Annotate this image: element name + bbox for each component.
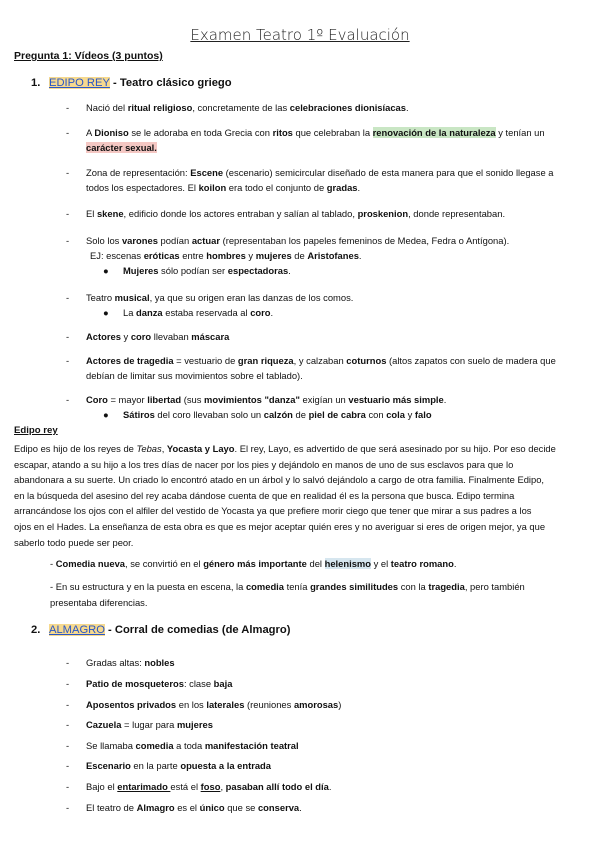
text: , ya que su origen eran las danzas de los comos.: [149, 292, 354, 303]
text: ,: [161, 443, 167, 454]
text: exigían un: [299, 394, 349, 405]
edipo-paragraph: [14, 441, 586, 550]
text-bold: coro: [250, 307, 271, 318]
text-bold: coro: [130, 331, 152, 342]
text-bold: celebraciones dionisíacas: [289, 102, 406, 113]
text: presentaba diferencias.: [50, 596, 148, 608]
text: y: [404, 409, 415, 420]
section-2-heading: [31, 624, 290, 636]
text: , concretamente de las: [192, 102, 290, 113]
text: .: [328, 781, 332, 792]
text: .: [299, 802, 302, 813]
text: y tenían un: [495, 127, 545, 138]
text-bold: proskenion: [357, 208, 409, 219]
text: en los: [176, 699, 207, 710]
text: a toda: [173, 740, 205, 751]
text-bold: laterales: [206, 699, 245, 710]
text-bold: nobles: [144, 657, 175, 668]
sub-bullet-satiros: [103, 407, 432, 422]
text: abandonara a su suerte. Un criado lo encontró atado en un árbol y lo salvó dejándolo a cargo de otra familia. Finalmente Edipo,: [14, 474, 545, 486]
dash: -: [66, 127, 70, 138]
text: saberlo todo puede ser peor.: [14, 536, 134, 548]
text: ): [338, 699, 342, 710]
text: del: [306, 558, 325, 569]
dash: -: [66, 167, 70, 178]
dash: -: [66, 781, 70, 792]
text: y el: [370, 558, 391, 569]
text: .: [288, 265, 291, 276]
text: = lugar para: [121, 719, 177, 730]
text: El: [86, 208, 97, 219]
text: , donde representaban.: [408, 208, 506, 219]
text-bold: ritual religioso: [127, 102, 193, 113]
text-bold: varones: [121, 235, 158, 246]
text-bold: Escene: [190, 167, 224, 178]
text: sólo podían ser: [158, 265, 228, 276]
section-1-subtitle: - Teatro clásico griego: [109, 77, 232, 89]
text: (reuniones: [244, 699, 294, 710]
section-2-name: ALMAGRO: [49, 624, 105, 636]
text: con: [365, 409, 387, 420]
sub-bullet-mujeres: [103, 263, 291, 278]
text-bold: conserva: [257, 802, 300, 813]
text-bold: Actores de tragedia: [86, 355, 174, 366]
dash: -: [66, 355, 70, 366]
text: , pero también: [464, 581, 525, 592]
text: , edificio donde los actores entraban y salían al tablado,: [123, 208, 358, 219]
text: ,: [220, 781, 226, 792]
text-bold: Cazuela: [86, 719, 122, 730]
dash: -: [66, 760, 70, 771]
section-2-subtitle: - Corral de comedias (de Almagro): [104, 624, 291, 636]
text: A: [86, 127, 95, 138]
text-bold: único: [199, 802, 225, 813]
text-bold: coturnos: [346, 355, 387, 366]
text-bold: mujeres: [255, 250, 292, 261]
section-2-number: 2.: [31, 624, 41, 636]
text: tenía: [284, 581, 311, 592]
text-bold: Patio de mosqueteros: [86, 678, 184, 689]
text-bold: hombres: [206, 250, 246, 261]
note-comedia-nueva: [50, 556, 585, 572]
text: El teatro de: [86, 802, 137, 813]
dash: -: [66, 331, 70, 342]
dash: -: [66, 102, 70, 113]
text-bold: eróticas: [143, 250, 180, 261]
text-highlight: renovación de la naturaleza: [372, 127, 496, 138]
text: (escenario) semicircular diseñado de esta manera para que el sonido llegase a: [223, 167, 554, 178]
text: llevaban: [151, 331, 192, 342]
text: (representaban los papeles femeninos de Medea, Fedra o Antígona).: [219, 235, 510, 246]
text-bold: grandes similitudes: [310, 581, 399, 592]
text: de: [292, 409, 309, 420]
section-1-number: 1.: [31, 77, 41, 89]
text-bold: amorosas: [293, 699, 339, 710]
text: - En su estructura y en la puesta en escena, la: [50, 581, 246, 592]
text: entre: [179, 250, 207, 261]
text: Gradas altas:: [86, 657, 145, 668]
text-bold: Escenario: [86, 760, 131, 771]
bullet-dot-icon: ●: [103, 307, 109, 318]
text-bold: comedia: [135, 740, 174, 751]
text: del coro llevaban solo un: [154, 409, 264, 420]
text-bold-underline: entarimado: [117, 781, 171, 792]
text-bold: comedia: [245, 581, 284, 592]
text-bold: Almagro: [136, 802, 175, 813]
text: podían: [157, 235, 192, 246]
text: todos los espectadores. El: [86, 182, 199, 193]
text: , y calzaban: [293, 355, 347, 366]
dash: -: [66, 292, 70, 303]
text: .: [453, 558, 457, 569]
text: . El rey, Layo, es advertido de que será asesinado por su hijo. Por eso decide: [234, 443, 556, 454]
text-italic: Tebas: [136, 443, 162, 454]
text: y: [245, 250, 256, 261]
text: escapar, atando a su hijo a los tres días de nacer por los pies y dejándolo en manos de uno de sus esclavos para que lo: [14, 458, 514, 470]
dash: -: [66, 657, 70, 668]
dash: -: [66, 678, 70, 689]
text-bold: Aposentos privados: [86, 699, 177, 710]
text: Edipo es hijo de los reyes de: [14, 443, 137, 454]
text-bold: calzón: [263, 409, 293, 420]
text-bold: vestuario más simple: [348, 394, 444, 405]
text-bold: danza: [136, 307, 163, 318]
text: .: [358, 250, 362, 261]
text-bold: Aristofanes: [307, 250, 359, 261]
text-bold: falo: [414, 409, 432, 420]
text-bold: Comedia nueva: [55, 558, 126, 569]
text: -: [50, 558, 56, 569]
text: y: [120, 331, 131, 342]
text: en la parte: [130, 760, 181, 771]
text: Bajo el: [86, 781, 118, 792]
dash: -: [66, 699, 70, 710]
text: : clase: [183, 678, 214, 689]
sub-bullet-danza: [103, 305, 273, 320]
text-bold: gran riqueza: [237, 355, 294, 366]
text: es el: [174, 802, 200, 813]
text: está el: [170, 781, 201, 792]
text-bold: Yocasta y Layo: [166, 443, 235, 454]
text-bold: mujeres: [176, 719, 213, 730]
text: en la búsqueda del asesino del rey acaba dándose cuenta de que en realidad él es la persona que busca. Edipo termina: [14, 489, 515, 501]
example-line: [90, 248, 362, 263]
text: (sus: [181, 394, 205, 405]
text-bold: skene: [96, 208, 124, 219]
text: Nació del: [86, 102, 128, 113]
question-heading: Pregunta 1: Vídeos (3 puntos): [14, 50, 163, 62]
text-bold: libertad: [147, 394, 182, 405]
text-bold: cola: [386, 409, 405, 420]
text: EJ: escenas: [90, 250, 144, 261]
text: Se llamaba: [86, 740, 136, 751]
dash: -: [66, 208, 70, 219]
text-bold: baja: [213, 678, 233, 689]
text: .: [405, 102, 409, 113]
edipo-rey-heading: Edipo rey: [14, 425, 58, 436]
text-bold: actuar: [191, 235, 220, 246]
text-highlight: carácter sexual.: [86, 142, 157, 153]
bullet-dot-icon: ●: [103, 265, 109, 276]
text-highlight: helenismo: [324, 558, 371, 569]
text-bold: Coro: [86, 394, 108, 405]
text: Solo los: [86, 235, 122, 246]
section-1-name: EDIPO REY: [49, 77, 110, 89]
text: .: [270, 307, 274, 318]
text-bold: movimientos "danza": [204, 394, 300, 405]
text-bold: género más importante: [203, 558, 307, 569]
text-bold: koilon: [198, 182, 227, 193]
text-bold: Dioniso: [94, 127, 129, 138]
text-bold: tragedia: [428, 581, 465, 592]
text: Teatro: [86, 292, 115, 303]
dash: -: [66, 235, 70, 246]
text: que se: [224, 802, 258, 813]
text-bold: manifestación teatral: [204, 740, 299, 751]
text-bold: Sátiros: [123, 409, 155, 420]
text: se le adoraba en toda Grecia con: [128, 127, 273, 138]
text: que celebraban la: [292, 127, 373, 138]
text: = vestuario de: [173, 355, 238, 366]
text-bold: pasaban allí todo el día: [225, 781, 329, 792]
text-bold: Mujeres: [123, 265, 159, 276]
text-bold: Actores: [86, 331, 121, 342]
text: arrancándose los ojos con el alfiler del vestido de Yocasta ya que prefiere morir ciego que tener que mirar a sus padres a los: [14, 505, 532, 517]
text: = mayor: [107, 394, 148, 405]
text: .: [443, 394, 447, 405]
dash: -: [66, 394, 70, 405]
text: , se convirtió en el: [125, 558, 204, 569]
text-bold: espectadoras: [227, 265, 289, 276]
dash: -: [66, 719, 70, 730]
section-1-heading: [31, 77, 232, 89]
dash: -: [66, 740, 70, 751]
text: estaba reservada al: [162, 307, 251, 318]
text: era todo el conjunto de: [226, 182, 327, 193]
text-bold: máscara: [191, 331, 230, 342]
text-bold: gradas: [326, 182, 358, 193]
text-bold: musical: [114, 292, 150, 303]
dash: -: [66, 802, 70, 813]
text: con la: [398, 581, 429, 592]
text: (altos zapatos con suelo de madera que: [386, 355, 556, 366]
text-bold-underline: foso: [200, 781, 221, 792]
text: La: [123, 307, 137, 318]
text: ojos en el Hades. La enseñanza de esta obra es que es mejor aceptar quién eres y no averiguar si eres de origen mejor, ya que: [14, 520, 546, 532]
text: .: [357, 182, 361, 193]
text: Zona de representación:: [86, 167, 191, 178]
text-bold: teatro romano: [390, 558, 454, 569]
bullet-dot-icon: ●: [103, 409, 109, 420]
text: debían de limitar sus movimientos sobre el tablado).: [86, 370, 303, 381]
text-bold: piel de cabra: [308, 409, 366, 420]
note-estructura: [50, 579, 585, 610]
text: de: [291, 250, 308, 261]
text-bold: ritos: [272, 127, 293, 138]
page-title: Examen Teatro 1º Evaluación: [190, 26, 410, 44]
text-bold: opuesta a la entrada: [180, 760, 271, 771]
